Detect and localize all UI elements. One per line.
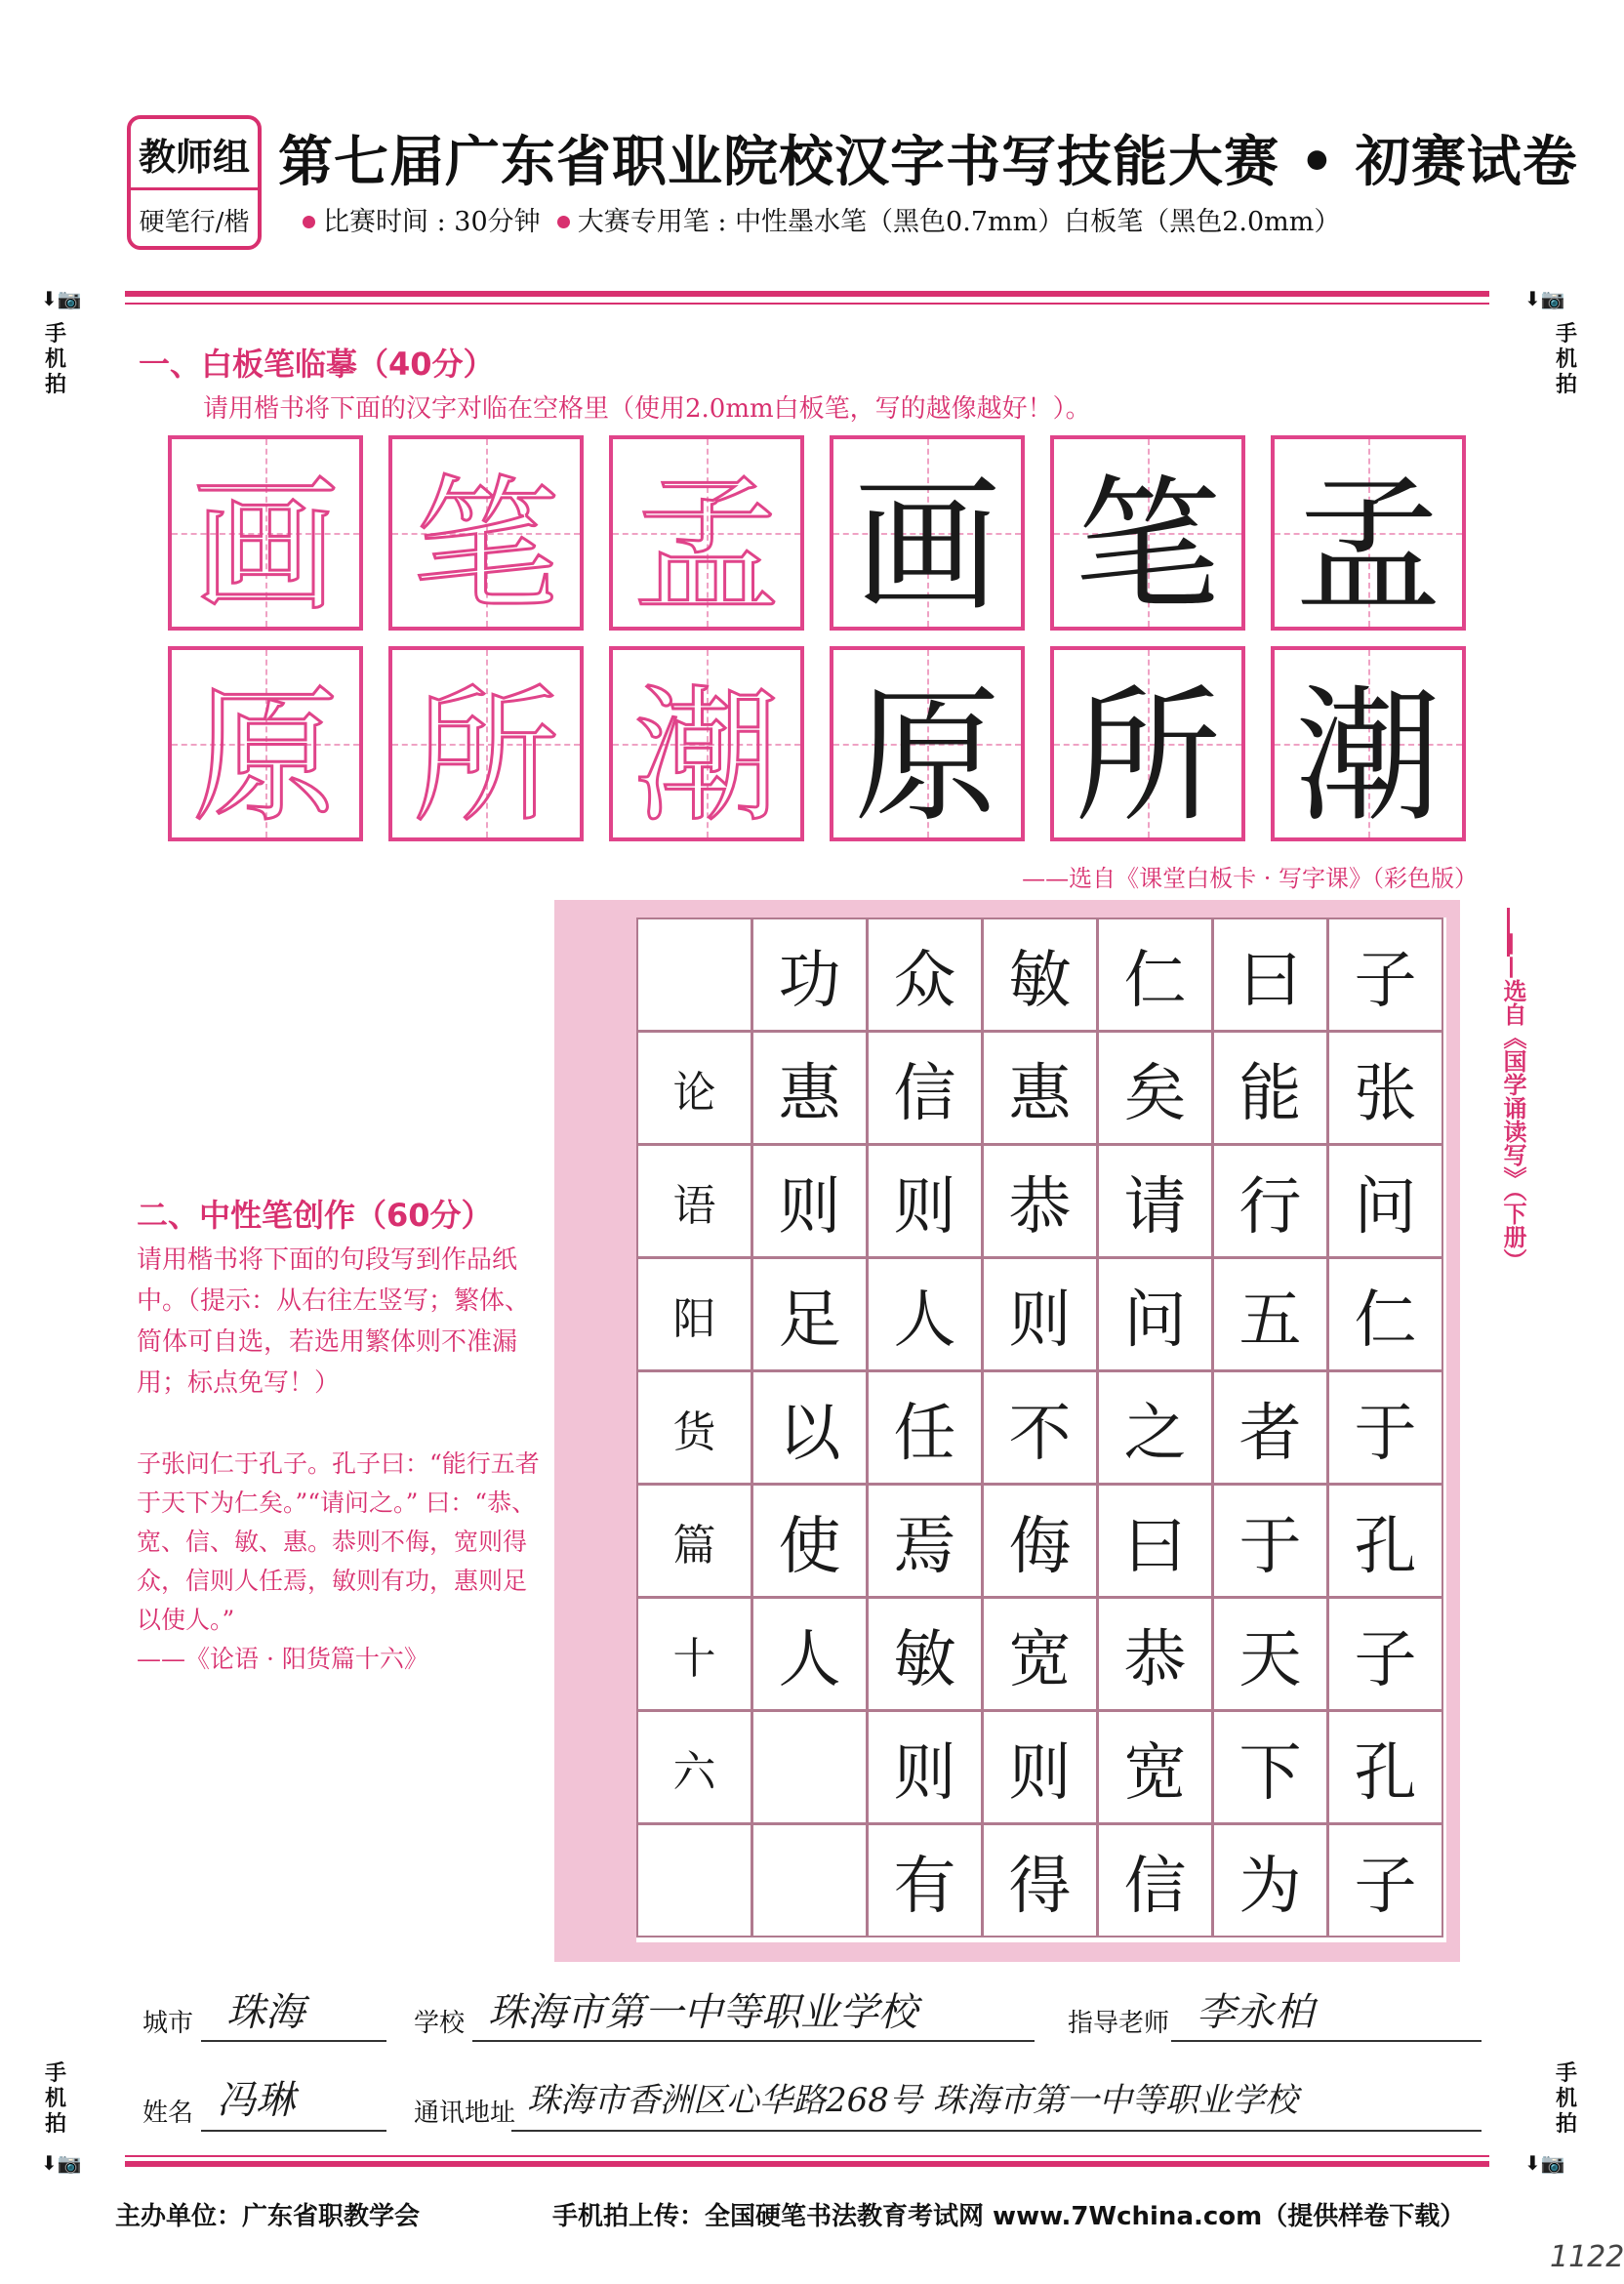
camera-download-icon: ⬇📷 xyxy=(41,287,82,310)
top-divider xyxy=(125,291,1489,297)
grid-cell: 有 xyxy=(867,1823,983,1937)
name-field[interactable]: 冯琳 xyxy=(217,2078,295,2123)
grid-cell: 于 xyxy=(1212,1484,1328,1598)
teacher-field[interactable]: 李永柏 xyxy=(1197,1990,1314,2035)
grid-cell: 不 xyxy=(982,1370,1098,1485)
practice-cell-copy: 原 xyxy=(830,646,1025,841)
grid-cell: 恭 xyxy=(1097,1597,1213,1711)
teacher-label: 指导老师 xyxy=(1068,2009,1170,2038)
grid-cell: 则 xyxy=(867,1710,983,1824)
grid-cell: 惠 xyxy=(982,1031,1098,1145)
camera-upload-icon: ⬇📷 xyxy=(41,2151,82,2175)
school-label: 学校 xyxy=(414,2009,466,2038)
school-field[interactable]: 珠海市第一中等职业学校 xyxy=(488,1990,917,2035)
top-divider-thin xyxy=(125,303,1489,305)
grid-cell: 六 xyxy=(636,1710,752,1824)
grid-cell: 子 xyxy=(1327,918,1443,1032)
upload-text: 手机拍上传：全国硬笔书法教育考试网 www.7Wchina.com（提供样卷下载） xyxy=(552,2202,1466,2231)
grid-cell: 子 xyxy=(1327,1597,1443,1711)
side-label-bottom-right: 手机拍 xyxy=(1555,2061,1577,2137)
camera-upload-icon: ⬇📷 xyxy=(1524,2151,1565,2175)
practice-cell-copy: 所 xyxy=(1050,646,1245,841)
city-label: 城市 xyxy=(142,2009,194,2038)
grid-cell: 敏 xyxy=(982,918,1098,1032)
grid-cell: 之 xyxy=(1097,1370,1213,1485)
grid-cell xyxy=(751,1823,868,1937)
side-label-top-right: 手机拍 xyxy=(1555,322,1577,397)
practice-cell-model: 所 xyxy=(388,646,584,841)
pen-label: 大赛专用笔 : 中性墨水笔（黑色0.7mm）白板笔（黑色2.0mm） xyxy=(577,207,1341,237)
practice-cell-copy: 孟 xyxy=(1271,435,1466,631)
bottom-divider xyxy=(125,2161,1489,2167)
grid-cell: 足 xyxy=(751,1257,868,1371)
grid-cell: 孔 xyxy=(1327,1710,1443,1824)
grid-cell: 五 xyxy=(1212,1257,1328,1371)
city-field[interactable]: 珠海 xyxy=(226,1990,304,2035)
grid-cell xyxy=(636,918,752,1032)
school-line xyxy=(472,2040,1035,2042)
grid-cell: 则 xyxy=(982,1257,1098,1371)
group-badge xyxy=(127,115,262,250)
grid-cell: 论 xyxy=(636,1031,752,1145)
grid-cell: 人 xyxy=(867,1257,983,1371)
practice-cell-copy: 画 xyxy=(830,435,1025,631)
city-line xyxy=(201,2040,386,2042)
practice-cell-copy: 笔 xyxy=(1050,435,1245,631)
grid-cell: 篇 xyxy=(636,1484,752,1598)
address-label: 通讯地址 xyxy=(414,2099,516,2128)
section2-heading: 二、中性笔创作（60分） xyxy=(137,1197,493,1234)
grid-cell: 行 xyxy=(1212,1144,1328,1258)
name-line xyxy=(201,2130,386,2132)
grid-cell: 孔 xyxy=(1327,1484,1443,1598)
badge-category-label: 硬笔行/楷 xyxy=(139,207,250,237)
passage-body: 子张问仁于孔子。孔子曰：“能行五者于天下为仁矣。”“请问之。” 曰：“恭、宽、信、敏、惠。恭则不侮，宽则得众，信则人任焉，敏则有功，惠则足以使人。” xyxy=(137,1449,540,1634)
practice-cell-model: 潮 xyxy=(609,646,804,841)
time-label: 比赛时间 : 30分钟 xyxy=(323,207,541,237)
grid-cell: 能 xyxy=(1212,1031,1328,1145)
practice-cell-model: 画 xyxy=(168,435,363,631)
section1-heading: 一、白板笔临摹（40分） xyxy=(139,346,495,383)
passage-text xyxy=(137,1445,542,1679)
grid-cell: 问 xyxy=(1097,1257,1213,1371)
grid-cell: 货 xyxy=(636,1370,752,1485)
grid-cell: 则 xyxy=(751,1144,868,1258)
grid-cell: 以 xyxy=(751,1370,868,1485)
grid-cell: 则 xyxy=(867,1144,983,1258)
bottom-divider-thin xyxy=(125,2155,1489,2157)
passage-source: ——《论语 · 阳货篇十六》 xyxy=(137,1645,428,1673)
grid-cell: 子 xyxy=(1327,1823,1443,1937)
grid-cell: 信 xyxy=(867,1031,983,1145)
grid-cell: 请 xyxy=(1097,1144,1213,1258)
practice-cell-model: 笔 xyxy=(388,435,584,631)
vertical-source: ——选自《国学诵读写》（下册） xyxy=(1499,932,1527,1272)
section1-instruction: 请用楷书将下面的汉字对临在空格里（使用2.0mm白板笔，写的越像越好！）。 xyxy=(203,394,1091,424)
grid-cell: 焉 xyxy=(867,1484,983,1598)
side-label-top-left: 手机拍 xyxy=(44,322,66,397)
grid-cell: 语 xyxy=(636,1144,752,1258)
address-field[interactable]: 珠海市香洲区心华路268号 珠海市第一中等职业学校 xyxy=(527,2081,1298,2120)
grid-cell: 张 xyxy=(1327,1031,1443,1145)
grid-cell: 为 xyxy=(1212,1823,1328,1937)
page-note: 1122 xyxy=(1550,2240,1624,2274)
grid-cell: 功 xyxy=(751,918,868,1032)
grid-cell: 人 xyxy=(751,1597,868,1711)
grid-cell xyxy=(751,1710,868,1824)
grid-cell: 得 xyxy=(982,1823,1098,1937)
section2-instruction: 请用楷书将下面的句段写到作品纸中。（提示：从右往左竖写；繁体、简体可自选，若选用繁体则不准漏用；标点免写！） xyxy=(137,1245,531,1398)
practice-cell-model: 原 xyxy=(168,646,363,841)
grid-cell: 恭 xyxy=(982,1144,1098,1258)
organizer-text: 主办单位：广东省职教学会 xyxy=(115,2202,421,2231)
grid-cell: 众 xyxy=(867,918,983,1032)
section1-source: ——选自《课堂白板卡 · 写字课》（彩色版） xyxy=(1022,865,1478,892)
name-label: 姓名 xyxy=(142,2099,194,2128)
badge-group-label: 教师组 xyxy=(131,119,258,190)
grid-cell: 仁 xyxy=(1097,918,1213,1032)
grid-cell: 宽 xyxy=(982,1597,1098,1711)
address-line xyxy=(511,2130,1482,2132)
grid-cell: 任 xyxy=(867,1370,983,1485)
grid-cell: 十 xyxy=(636,1597,752,1711)
grid-cell xyxy=(636,1823,752,1937)
camera-download-icon: ⬇📷 xyxy=(1524,287,1565,310)
grid-cell: 惠 xyxy=(751,1031,868,1145)
page-title: 第七届广东省职业院校汉字书写技能大赛 • 初赛试卷 xyxy=(278,131,1578,194)
grid-cell: 信 xyxy=(1097,1823,1213,1937)
exam-info xyxy=(303,200,1340,238)
bullet-icon xyxy=(557,216,570,228)
grid-cell: 仁 xyxy=(1327,1257,1443,1371)
grid-cell: 天 xyxy=(1212,1597,1328,1711)
grid-cell: 则 xyxy=(982,1710,1098,1824)
teacher-line xyxy=(1171,2040,1482,2042)
grid-cell: 问 xyxy=(1327,1144,1443,1258)
side-label-bottom-left: 手机拍 xyxy=(44,2061,66,2137)
grid-cell: 阳 xyxy=(636,1257,752,1371)
grid-cell: 敏 xyxy=(867,1597,983,1711)
grid-cell: 曰 xyxy=(1097,1484,1213,1598)
grid-cell: 宽 xyxy=(1097,1710,1213,1824)
practice-cell-copy: 潮 xyxy=(1271,646,1466,841)
grid-cell: 使 xyxy=(751,1484,868,1598)
practice-cell-model: 孟 xyxy=(609,435,804,631)
grid-cell: 侮 xyxy=(982,1484,1098,1598)
grid-cell: 矣 xyxy=(1097,1031,1213,1145)
grid-cell: 曰 xyxy=(1212,918,1328,1032)
bullet-icon xyxy=(303,216,315,228)
grid-cell: 下 xyxy=(1212,1710,1328,1824)
grid-cell: 于 xyxy=(1327,1370,1443,1485)
grid-cell: 者 xyxy=(1212,1370,1328,1485)
